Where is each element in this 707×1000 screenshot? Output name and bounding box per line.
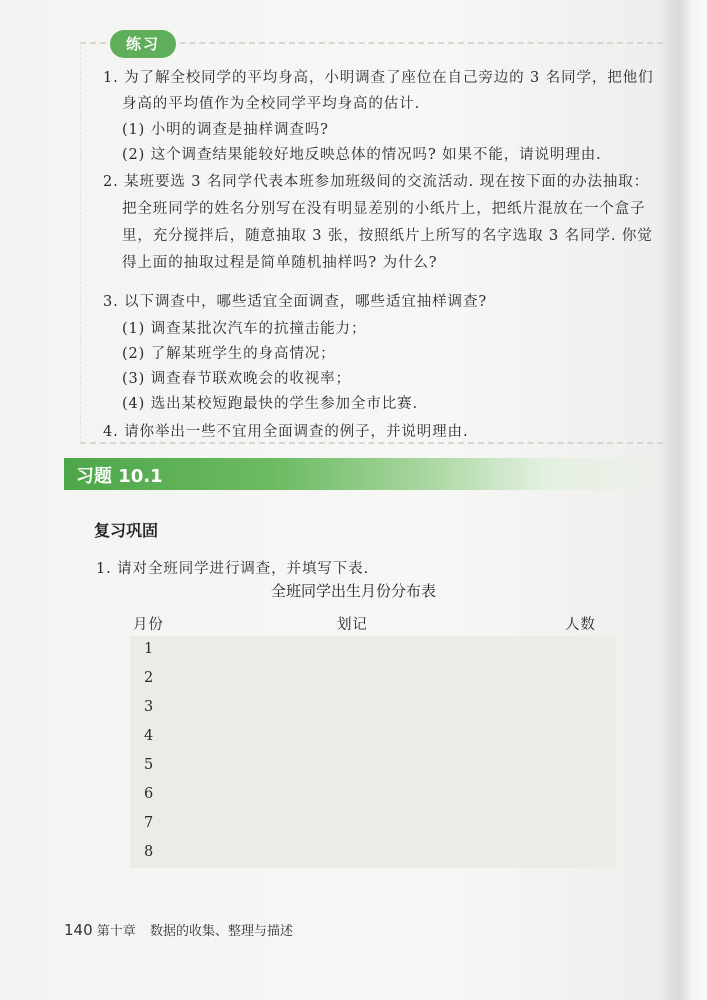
chapter-label: 第十章 xyxy=(96,924,136,939)
chapter-title: 数据的收集、整理与描述 xyxy=(149,924,293,939)
practice-line: (4) 选出某校短跑最快的学生参加全市比赛. xyxy=(122,396,419,412)
practice-line: 3. 以下调查中，哪些适宜全面调查，哪些适宜抽样调查? xyxy=(103,294,488,310)
practice-line: (2) 了解某班学生的身高情况； xyxy=(122,346,336,362)
header-tally: 划记 xyxy=(337,617,368,633)
tally-table xyxy=(130,636,616,868)
table-row-month: 1 xyxy=(144,641,155,657)
table-row-month: 7 xyxy=(144,815,155,831)
practice-line: (2) 这个调查结果能较好地反映总体的情况吗? 如果不能，请说明理由. xyxy=(122,147,602,163)
table-row-month: 3 xyxy=(144,699,155,715)
table-row-month: 4 xyxy=(144,728,155,744)
exercise-title-bar xyxy=(64,458,664,490)
practice-line: 得上面的抽取过程是简单随机抽样吗? 为什么? xyxy=(122,255,438,271)
practice-line: 身高的平均值作为全校同学平均身高的估计. xyxy=(122,96,421,112)
table-row-month: 8 xyxy=(144,844,155,860)
header-month: 月份 xyxy=(133,617,164,633)
page-number: 140 xyxy=(64,921,93,939)
practice-badge: 练习 xyxy=(110,30,176,58)
section-heading: 复习巩固 xyxy=(94,521,159,540)
exercise-question-1: 1. 请对全班同学进行调查，并填写下表. xyxy=(96,561,370,577)
table-row-month: 5 xyxy=(144,757,155,773)
practice-line: 里，充分搅拌后，随意抽取 3 张，按照纸片上所写的名字选取 3 名同学. 你觉 xyxy=(122,228,653,244)
practice-line: (3) 调查春节联欢晚会的收视率； xyxy=(122,371,351,387)
practice-line: (1) 调查某批次汽车的抗撞击能力； xyxy=(122,321,367,337)
practice-line: 4. 请你举出一些不宜用全面调查的例子，并说明理由. xyxy=(103,424,469,440)
practice-line: 1. 为了解全校同学的平均身高，小明调查了座位在自己旁边的 3 名同学，把他们 xyxy=(103,70,654,86)
practice-line: (1) 小明的调查是抽样调查吗? xyxy=(122,122,329,138)
table-title: 全班同学出生月份分布表 xyxy=(270,582,436,600)
practice-line: 把全班同学的姓名分别写在没有明显差别的小纸片上，把纸片混放在一个盒子 xyxy=(122,201,646,217)
table-row-month: 2 xyxy=(144,670,155,686)
practice-line: 2. 某班要选 3 名同学代表本班参加班级间的交流活动. 现在按下面的办法抽取： xyxy=(103,174,650,190)
exercise-title: 习题 10.1 xyxy=(76,466,163,487)
table-row-month: 6 xyxy=(144,786,155,802)
header-count: 人数 xyxy=(565,617,596,633)
